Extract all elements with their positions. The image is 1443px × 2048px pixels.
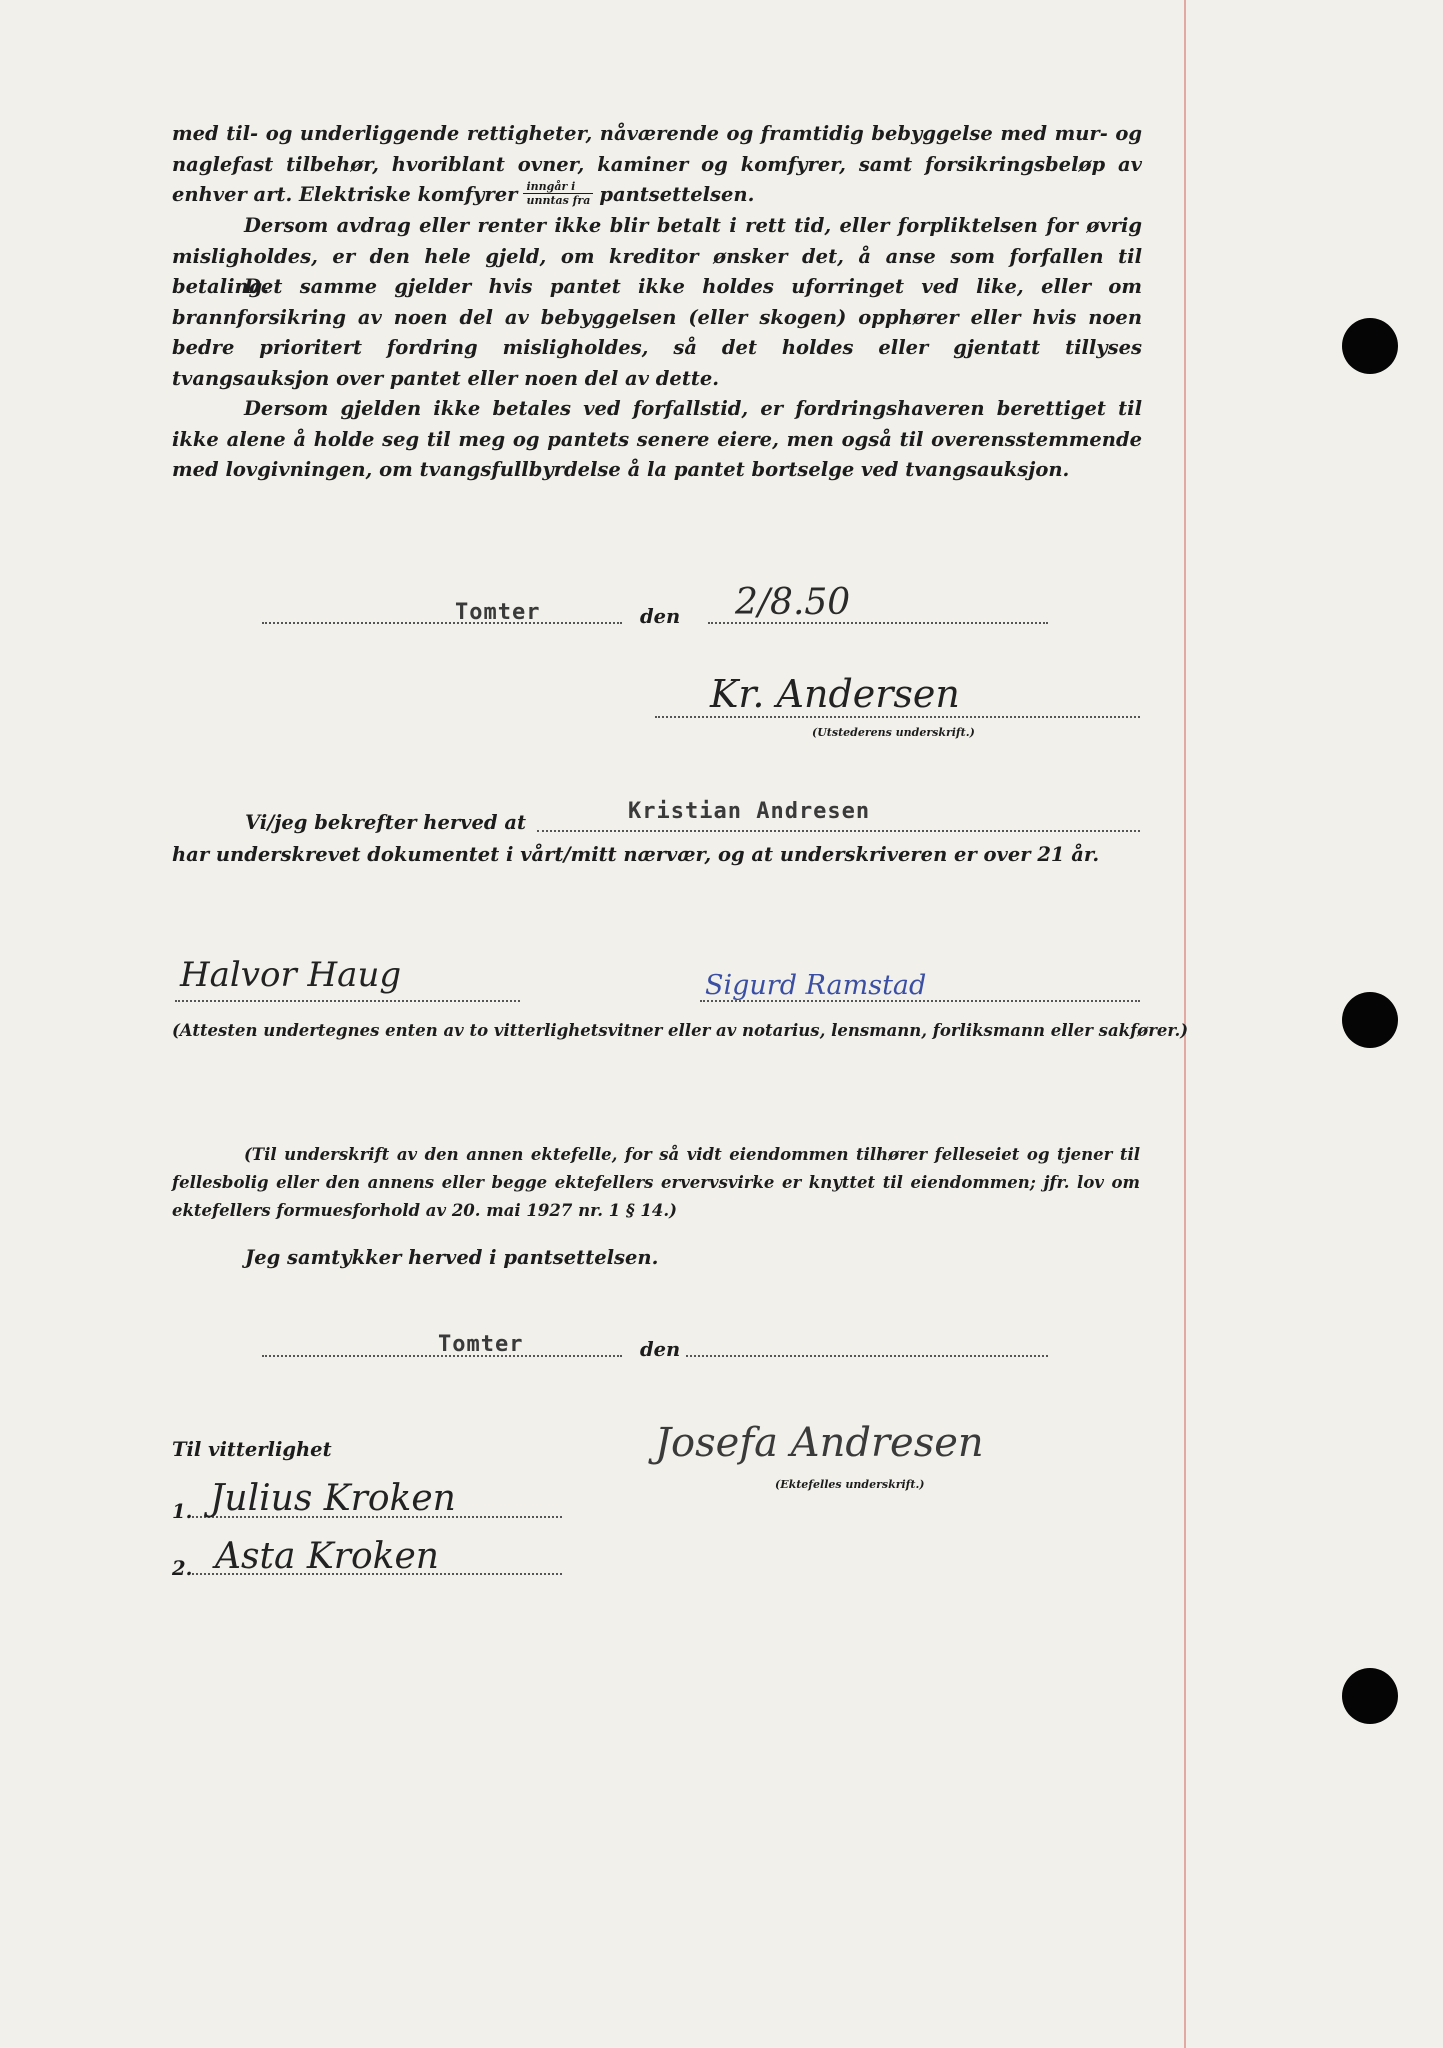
spouse-signature: Josefa Andresen [655,1420,984,1466]
attest-number-2: 2. [172,1557,193,1580]
paragraph-1: med til- og underliggende rettigheter, nåværende og framtidig bebyggelse med mur- og naglefast tilbehør, hvoriblant ovner, kaminer og komfyrer, samt forsikringsbeløp av enhver art. Elektriske komfyrer $\frac{\text{inngår i}}{\text{unntas fra}}$ pantsettelsen. [172,122,1142,207]
witness-name-line [537,830,1140,832]
witness-signature-2: Sigurd Ramstad [705,970,927,1001]
paragraph-3: Det samme gjelder hvis pantet ikke holdes uforringet ved like, eller om brannforsikring av noen del av bebyggelsen (eller skogen) opphører eller hvis noen bedre prioritert fordring misligholdes, så det holdes eller gjentatt tillyses tvangsauksjon over pantet eller noen del av dette. [172,275,1142,390]
spouse-note: (Til underskrift av den annen ektefelle, for så vidt eiendommen tilhører felleseiet og tjener til fellesbolig eller den annens eller begge ektefellers ervervsvirke er knyttet til eiendommen; jfr. lov om ektefellers formuesforhold av 20. mai 1927 nr. 1 § 14.) [172,1145,1140,1220]
witness-statement: har underskrevet dokumentet i vårt/mitt nærvær, og at underskriveren er over 21 år. [172,843,1100,866]
spouse-date-line [686,1355,1048,1357]
attest-signature-1: Julius Kroken [210,1478,456,1519]
issue-place: Tomter [455,600,541,625]
punch-hole [1342,1668,1398,1724]
punch-hole [1342,992,1398,1048]
issuer-caption: (Utstederens underskrift.) [812,726,975,739]
attest-signature-2: Asta Kroken [215,1536,439,1577]
paragraph-2: Dersom avdrag eller renter ikke blir betalt i rett tid, eller forpliktelsen for øvrig misligholdes, er den hele gjeld, om kreditor ønsker det, å anse som forfallen til betaling. [172,214,1142,298]
spouse-caption: (Ektefelles underskrift.) [775,1478,925,1491]
signer-name: Kristian Andresen [628,799,871,824]
attest-number-1: 1. [172,1500,193,1523]
place-line [262,622,622,624]
witness-caption: (Attesten undertegnes enten av to vitterlighetsvitner eller av notarius, lensmann, forliksmann eller sakfører.) [172,1021,1189,1040]
witness-signature-line-1 [175,1000,520,1002]
fraction: $\frac{\text{inngår i}}{\text{unntas fra}}$ [523,180,593,207]
issuer-signature-line [655,716,1140,718]
den-label: den [640,605,681,628]
issue-date: 2/8.50 [735,582,851,623]
spouse-den-label: den [640,1338,681,1361]
issuer-signature: Kr. Andersen [710,672,960,716]
attest-label: Til vitterlighet [172,1438,332,1461]
spouse-place: Tomter [438,1332,524,1357]
punch-hole [1342,318,1398,374]
paragraph-4: Dersom gjelden ikke betales ved forfallstid, er fordringshaveren berettiget til ikke alene å holde seg til meg og pantets senere eiere, men også til overensstemmende med lovgivningen, om tvangsfullbyrdelse å la pantet bortselge ved tvangsauksjon. [172,397,1142,481]
witness-signature-1: Halvor Haug [180,955,402,995]
consent-text: Jeg samtykker herved i pantsettelsen. [245,1246,659,1269]
witness-intro: Vi/jeg bekrefter herved at [245,811,526,834]
